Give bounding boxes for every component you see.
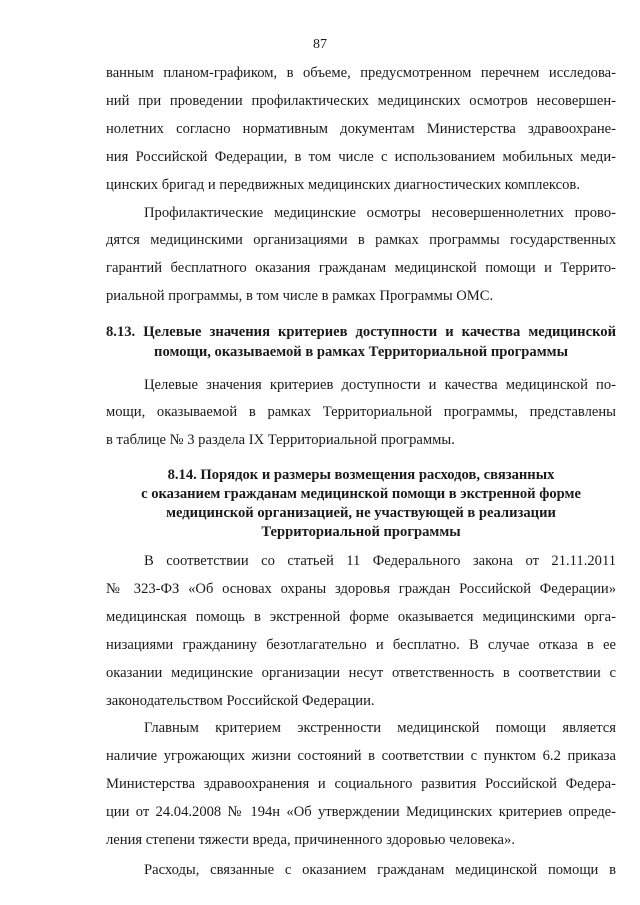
preventive-paragraph-line: гарантий бесплатного оказания гражданам медицинской помощи и Террито-: [106, 260, 616, 276]
section-8-14-paragraph-line: Расходы, связанные с оказанием гражданам медицинской помощи в: [144, 862, 616, 878]
section-8-13-heading: помощи, оказываемой в рамках Территориальной программы: [154, 344, 568, 360]
section-8-13-body-line: мощи, оказываемой в рамках Территориальной программы, представлены: [106, 404, 616, 420]
section-8-13-body-line: Целевые значения критериев доступности и качества медицинской по-: [144, 377, 616, 393]
preventive-paragraph-line: дятся медицинскими организациями в рамках программы государственных: [106, 232, 616, 248]
section-8-14-heading: с оказанием гражданам медицинской помощи в экстренной форме: [141, 486, 581, 502]
section-8-14-paragraph-line: ления степени тяжести вреда, причиненного здоровью человека».: [106, 832, 515, 848]
continuation-line: ния Российской Федерации, в том числе с использованием мобильных меди-: [106, 149, 616, 165]
section-8-14-paragraph-line: оказании медицинские организации несут ответственность в соответствии с: [106, 665, 616, 681]
continuation-line: цинских бригад и передвижных медицинских диагностических комплексов.: [106, 177, 580, 193]
section-8-14-paragraph-line: медицинская помощь в экстренной форме оказывается медицинскими орга-: [106, 609, 616, 625]
preventive-paragraph-line: Профилактические медицинские осмотры несовершеннолетних прово-: [144, 205, 616, 221]
section-8-14-paragraph-line: низациями гражданину безотлагательно и бесплатно. В случае отказа в ее: [106, 637, 616, 653]
continuation-line: нолетних согласно нормативным документам Министерства здравоохране-: [106, 121, 616, 137]
section-8-14-paragraph-line: В соответствии со статьей 11 Федерального закона от 21.11.2011: [144, 553, 616, 569]
continuation-line: ванным планом-графиком, в объеме, предусмотренном перечнем исследова-: [106, 65, 616, 81]
section-8-14-heading: 8.14. Порядок и размеры возмещения расходов, связанных: [167, 467, 555, 483]
section-8-14-paragraph-line: ции от 24.04.2008 № 194н «Об утверждении Медицинских критериев опреде-: [106, 804, 616, 820]
section-8-13-body-line: в таблице № 3 раздела IX Территориальной программы.: [106, 432, 455, 448]
section-8-14-paragraph-line: № 323-ФЗ «Об основах охраны здоровья граждан Российской Федерации»: [106, 581, 616, 597]
continuation-line: ний при проведении профилактических медицинских осмотров несовершен-: [106, 93, 616, 109]
section-8-13-heading: 8.13. Целевые значения критериев доступности и качества медицинской: [106, 324, 616, 340]
section-8-14-paragraph-line: Главным критерием экстренности медицинской помощи является: [144, 720, 616, 736]
preventive-paragraph-line: риальной программы, в том числе в рамках Программы ОМС.: [106, 288, 494, 304]
section-8-14-heading: Территориальной программы: [261, 524, 461, 540]
section-8-14-paragraph-line: наличие угрожающих жизни состояний в соответствии с пунктом 6.2 приказа: [106, 748, 616, 764]
section-8-14-paragraph-line: Министерства здравоохранения и социального развития Российской Федера-: [106, 776, 616, 792]
section-8-14-heading: медицинской организацией, не участвующей в реализации: [166, 505, 556, 521]
section-8-14-paragraph-line: законодательством Российской Федерации.: [106, 693, 375, 709]
page-number: 87: [313, 37, 327, 52]
